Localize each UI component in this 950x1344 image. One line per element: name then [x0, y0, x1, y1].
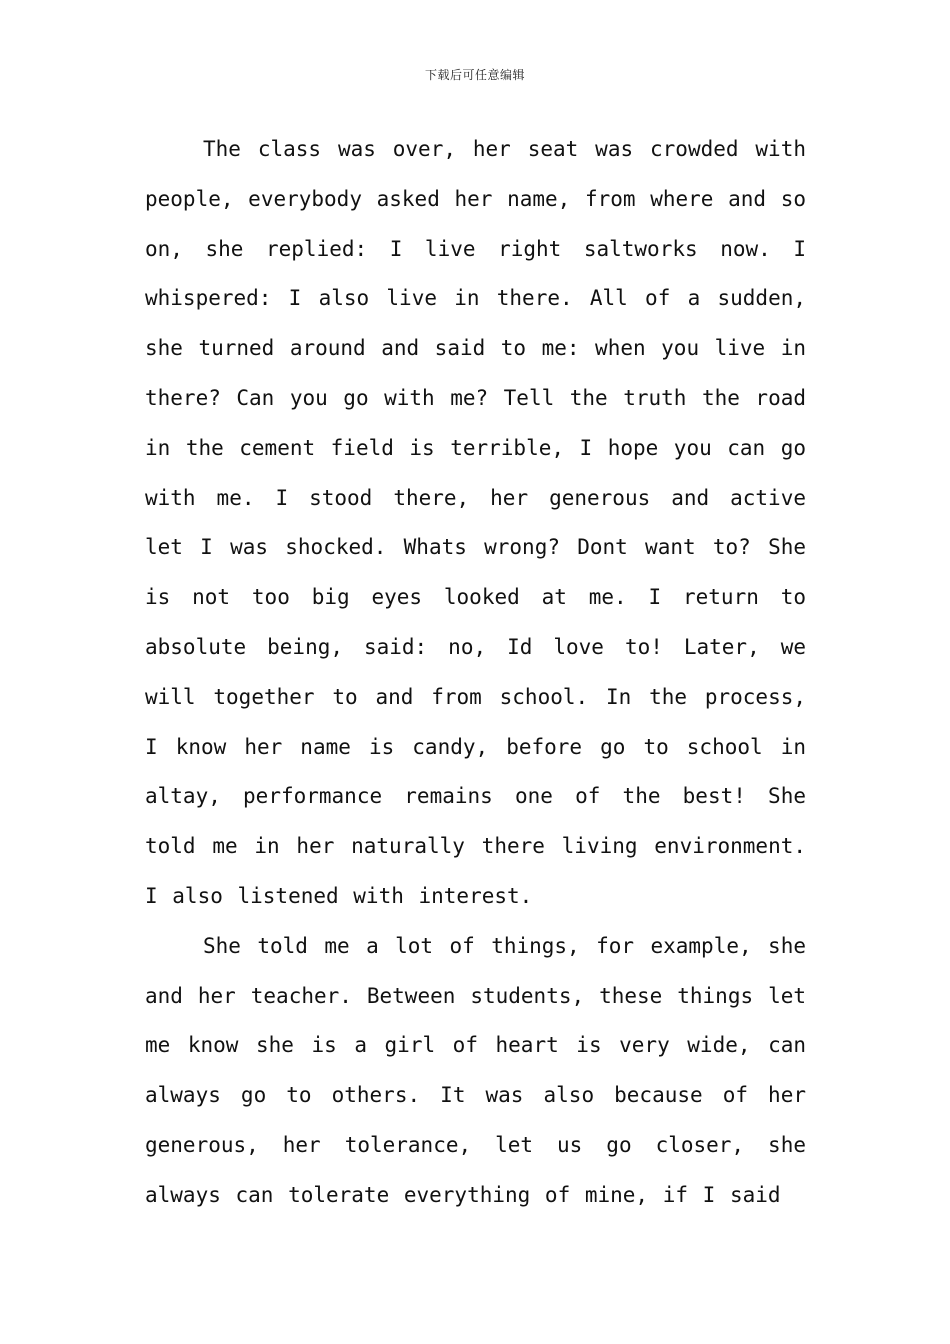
- document-body: [145, 125, 806, 1221]
- paragraph-1: The class was over, her seat was crowded with people, everybody asked her name, from where and so on, she replied: I live right saltworks now. I whispered: I also live in there. All of a sudden, she turned around and said to me: when you live in there? Can you go with me? Tell the truth the road in the cement field is terrible, I hope you can go with me. I stood there, her generous and active let I was shocked. Whats wrong? Dont want to? She is not too big eyes looked at me. I return to absolute being, said: no, Id love to! Later, we will together to and from school. In the process, I know her name is candy, before go to school in altay, performance remains one of the best! She told me in her naturally there living environment. I also listened with interest.: [145, 137, 806, 908]
- paragraph-2: She told me a lot of things, for example, she and her teacher. Between students, these things let me know she is a girl of heart is very wide, can always go to others. It was also because of her generous, her tolerance, let us go closer, she always can tolerate everything of mine, if I said: [145, 933, 806, 1207]
- page-header: 下载后可任意编辑: [424, 68, 525, 82]
